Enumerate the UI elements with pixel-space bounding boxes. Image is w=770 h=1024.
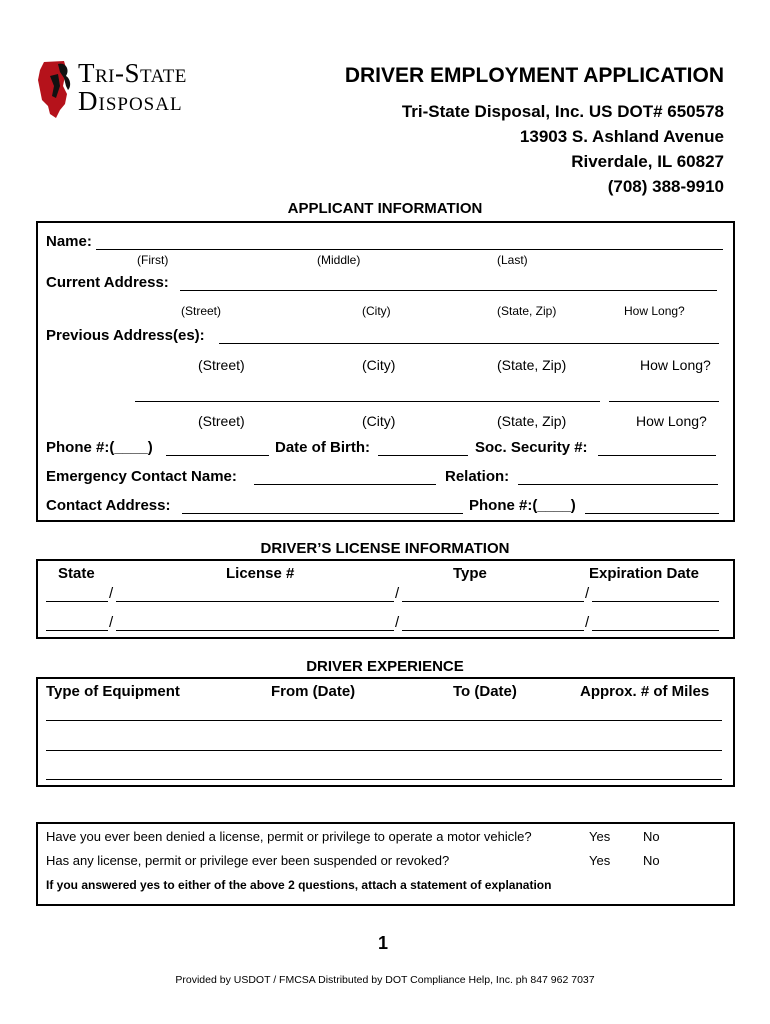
relation-field[interactable] [518,484,718,485]
contact-phone-label: Phone #:(____) [469,497,576,514]
experience-col-miles: Approx. # of Miles [580,683,710,700]
q1-yes-option[interactable]: Yes [589,829,611,844]
previous-address-field-2[interactable] [135,401,600,402]
middle-caption: (Middle) [317,253,361,267]
experience-col-equipment: Type of Equipment [46,683,180,700]
name-label: Name: [46,233,92,250]
q1-no-option[interactable]: No [643,829,660,844]
previous-address-label: Previous Address(es): [46,327,205,344]
prev2-how-long-caption: How Long? [636,413,707,429]
current-city-caption: (City) [362,304,391,318]
company-logo [36,56,226,120]
question-suspended: Has any license, permit or privilege ever been suspended or revoked? [46,853,450,868]
company-name: Tri-State Disposal, Inc. US DOT# 650578 [401,102,724,121]
experience-col-from: From (Date) [271,683,356,700]
contact-address-field[interactable] [182,513,463,514]
separator: / [585,585,590,602]
questions-note: If you answered yes to either of the above 2 questions, attach a statement of explanation [46,878,552,892]
footer-credit: Provided by USDOT / FMCSA Distributed by DOT Compliance Help, Inc. ph 847 962 7037 [175,974,595,986]
license-type-field[interactable] [402,630,584,631]
company-phone: (708) 388-9910 [607,177,724,196]
license-col-state: State [58,565,95,582]
contact-address-label: Contact Address: [46,497,171,514]
license-expiration-field[interactable] [592,630,719,631]
logo-line-1: Tri-State [78,58,187,88]
prev2-state-zip-caption: (State, Zip) [497,413,567,429]
license-number-field[interactable] [116,601,394,602]
separator: / [109,614,114,631]
prev1-street-caption: (Street) [198,357,245,373]
license-state-field[interactable] [46,601,108,602]
experience-row-field[interactable] [46,720,722,721]
prev1-how-long-caption: How Long? [640,357,711,373]
relation-label: Relation: [445,468,510,485]
ssn-label: Soc. Security #: [475,439,588,456]
license-col-number: License # [226,565,295,582]
license-col-type: Type [453,565,487,582]
license-number-field[interactable] [116,630,394,631]
license-section-heading: DRIVER’S LICENSE INFORMATION [260,540,510,557]
document-title: DRIVER EMPLOYMENT APPLICATION [344,64,724,87]
current-address-label: Current Address: [46,274,169,291]
illinois-map-logo-icon [36,56,76,120]
dob-label: Date of Birth: [275,439,370,456]
prev2-city-caption: (City) [362,413,396,429]
current-address-field[interactable] [180,290,717,291]
name-field[interactable] [96,249,723,250]
current-street-caption: (Street) [181,304,222,318]
experience-col-to: To (Date) [453,683,517,700]
previous-address-field-1[interactable] [219,343,719,344]
applicant-section-heading: APPLICANT INFORMATION [287,200,483,217]
current-how-long-caption: How Long? [624,304,685,318]
license-expiration-field[interactable] [592,601,719,602]
separator: / [395,614,400,631]
prev1-state-zip-caption: (State, Zip) [497,357,567,373]
experience-row-field[interactable] [46,750,722,751]
license-col-expiration: Expiration Date [589,565,700,582]
previous-how-long-field-2[interactable] [609,401,719,402]
logo-line-2: Disposal [78,86,183,116]
ssn-field[interactable] [598,455,716,456]
contact-phone-field[interactable] [585,513,719,514]
last-caption: (Last) [497,253,528,267]
separator: / [109,585,114,602]
q2-yes-option[interactable]: Yes [589,853,611,868]
company-city: Riverdale, IL 60827 [571,152,724,171]
separator: / [585,614,590,631]
phone-label: Phone #:(____) [46,439,153,456]
phone-field[interactable] [166,455,269,456]
prev1-city-caption: (City) [362,357,396,373]
dob-field[interactable] [378,455,468,456]
separator: / [395,585,400,602]
emergency-contact-field[interactable] [254,484,436,485]
question-denied: Have you ever been denied a license, permit or privilege to operate a motor vehicle? [46,829,532,844]
license-type-field[interactable] [402,601,584,602]
q2-no-option[interactable]: No [643,853,660,868]
page-number: 1 [378,933,389,953]
experience-section-heading: DRIVER EXPERIENCE [306,658,464,675]
first-caption: (First) [137,253,169,267]
emergency-contact-label: Emergency Contact Name: [46,468,237,485]
company-street: 13903 S. Ashland Avenue [519,127,724,146]
license-state-field[interactable] [46,630,108,631]
prev2-street-caption: (Street) [198,413,245,429]
experience-row-field[interactable] [46,779,722,780]
current-state-zip-caption: (State, Zip) [497,304,557,318]
